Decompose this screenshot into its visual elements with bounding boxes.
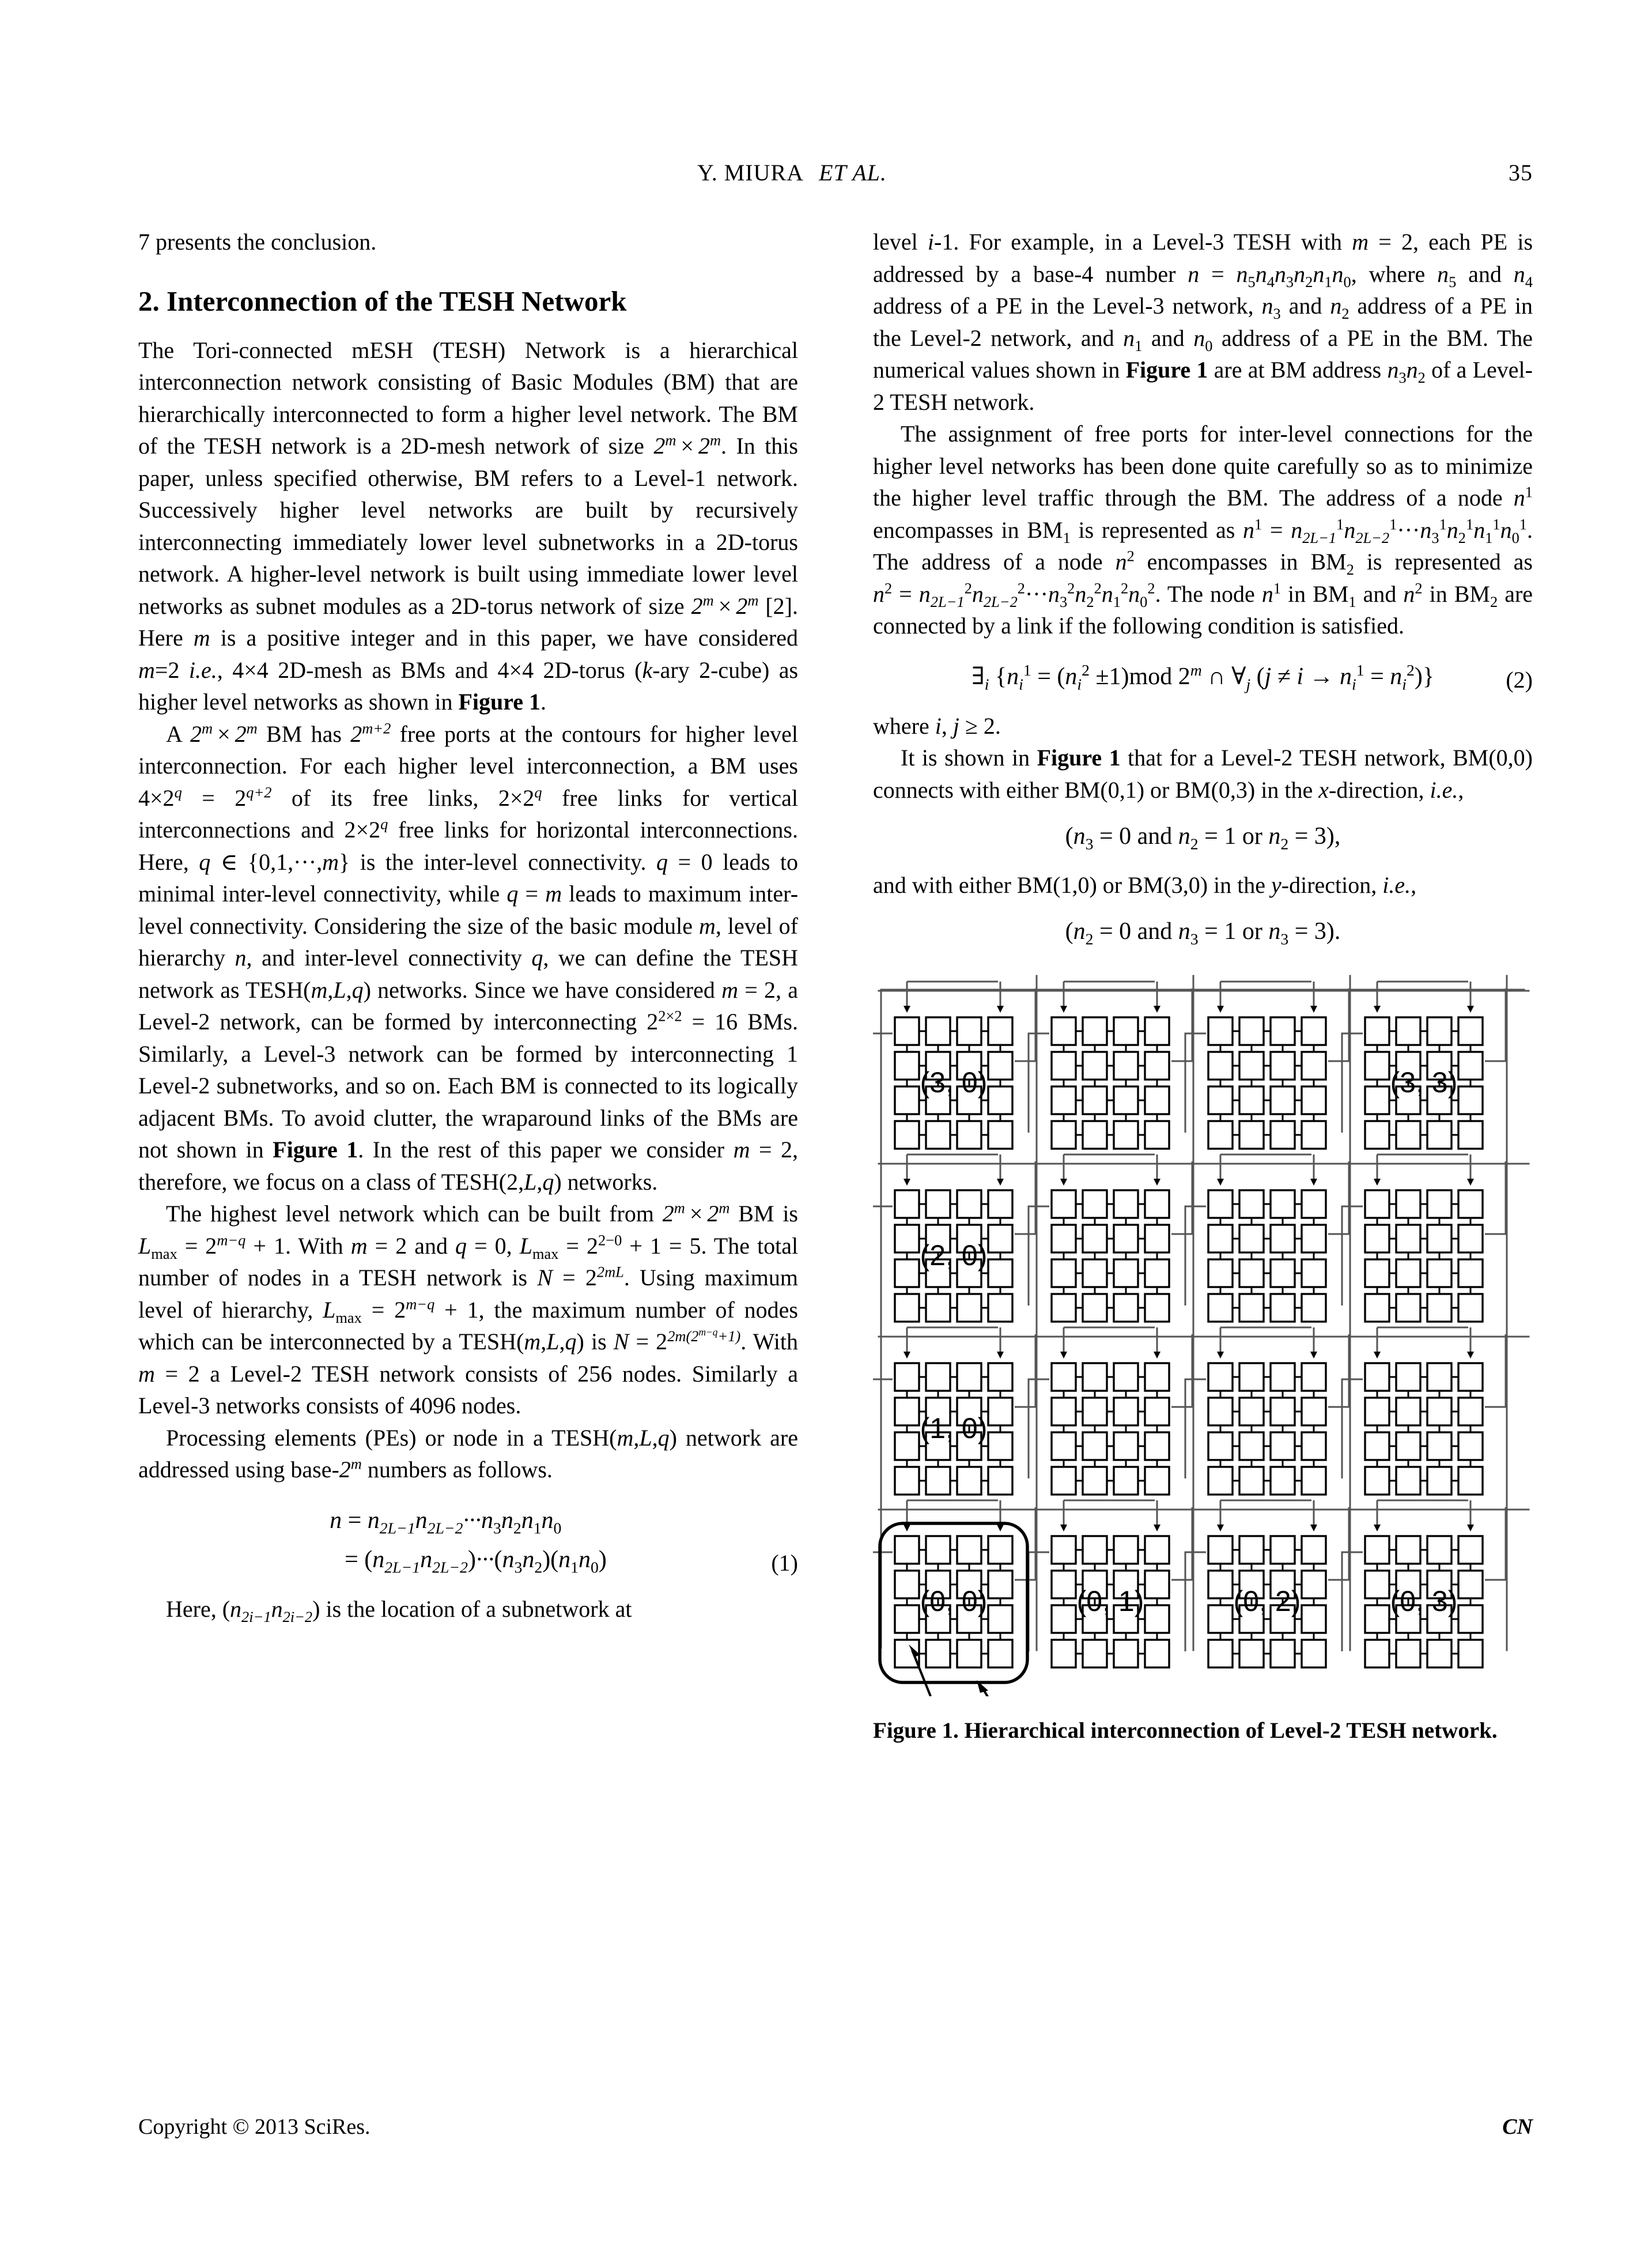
- processing-element: [1271, 1225, 1295, 1252]
- running-head-authors: Y. MIURA ET AL.: [697, 160, 887, 186]
- processing-element: [1145, 1432, 1169, 1460]
- processing-element: [1145, 1605, 1169, 1633]
- processing-element: [1271, 1640, 1295, 1667]
- processing-element: [895, 1259, 919, 1287]
- processing-element: [1145, 1121, 1169, 1149]
- processing-element: [1239, 1121, 1264, 1149]
- paragraph-tesh-definition: The Tori-connected mESH (TESH) Network is a hierarchical interconnection network consisting of Basic Modules (BM) that are hierarchically interconnected to form a higher level network. The BM of the TESH network is a 2D-mesh network of size $2^m \times 2^m$. In this paper, unless specified otherwise, BM refers to a Level-1 network. Successively higher level networks are built by recursively interconnecting immediately lower level subnetworks in a 2D-torus network. A higher-level network is built using immediate lower level networks as subnet modules as a 2D-torus network of size $2^m \times 2^m$ [2]. Here m is a positive integer and in this paper, we have considered m=2 i.e., 4×4 2D-mesh as BMs and 4×4 2D-torus (k-ary 2-cube) as higher level networks as shown in Figure 1.: [138, 337, 799, 715]
- processing-element: [1083, 1432, 1107, 1460]
- processing-element: [1458, 1052, 1483, 1080]
- equation-2-line: $\exists_i$ {$n_i^1 = (n_i^2 \pm 1)mod$ 2$^m$ ∩ $\forall_j$ $(j \ne i \to n_i^1 = n_i^2)$}: [971, 661, 1435, 693]
- processing-element: [1302, 1294, 1326, 1322]
- processing-element: [1302, 1605, 1326, 1633]
- processing-element: [1052, 1605, 1076, 1633]
- equation-x-direction-body: ($n_3 = 0$ and $n_2 = 1$ or $n_2 = 3$),: [1065, 823, 1341, 853]
- processing-element: [1145, 1536, 1169, 1564]
- processing-element: [988, 1640, 1012, 1667]
- processing-element: [895, 1190, 919, 1218]
- processing-element: [1396, 1640, 1420, 1667]
- processing-element: [895, 1017, 919, 1045]
- processing-element: [1365, 1017, 1389, 1045]
- processing-element: [957, 1363, 981, 1391]
- processing-element: [988, 1571, 1012, 1598]
- processing-element: [1271, 1432, 1295, 1460]
- processing-element: [1396, 1294, 1420, 1322]
- processing-element: [1239, 1086, 1264, 1114]
- processing-element: [1208, 1190, 1233, 1218]
- processing-element: [1302, 1571, 1326, 1598]
- equation-2: [873, 657, 1533, 696]
- equation-1-number: (1): [771, 1550, 798, 1576]
- processing-element: [1114, 1259, 1138, 1287]
- processing-element: [1458, 1121, 1483, 1149]
- processing-element: [1302, 1467, 1326, 1495]
- processing-element: [1083, 1536, 1107, 1564]
- bm-address-label: (0, 2): [1233, 1584, 1301, 1617]
- processing-element: [1239, 1190, 1264, 1218]
- processing-element: [1145, 1363, 1169, 1391]
- processing-element: [988, 1052, 1012, 1080]
- processing-element: [1302, 1086, 1326, 1114]
- processing-element: [1208, 1225, 1233, 1252]
- processing-element: [1083, 1086, 1107, 1114]
- processing-element: [1365, 1121, 1389, 1149]
- processing-element: [926, 1363, 950, 1391]
- paragraph-highest-level: The highest level network which can be built from $2^m \times 2^m$ BM is $L_{max} = 2^{m-q} + 1$. With m = 2 and q = 0, $L_{max} = 2^{2-0} + 1 = 5$. The total number of nodes in a TESH network is $N = 2^{2mL}$. Using maximum level of hierarchy, $L_{max} = 2^{m-q} + 1$, the maximum number of nodes which can be interconnected by a TESH(m,L,q) is $N = 2^{2m(2^{m-q}+1)}$. With m = 2 a Level-2 TESH network consists of 256 nodes. Similarly a Level-3 networks consists of 4096 nodes.: [138, 1199, 799, 1418]
- processing-element: [1208, 1398, 1233, 1425]
- processing-element: [1396, 1259, 1420, 1287]
- processing-element: [895, 1571, 919, 1598]
- processing-element: [1365, 1190, 1389, 1218]
- processing-element: [1365, 1536, 1389, 1564]
- processing-element: [988, 1190, 1012, 1218]
- processing-element: [1239, 1467, 1264, 1495]
- paragraph-free-ports: A $2^m \times 2^m$ BM has $2^{m+2}$ free ports at the contours for higher level interconnection. For each higher level interconnection, a BM uses $4\times 2^q = 2^{q+2}$ of its free links, $2\times 2^q$ free links for vertical interconnections and $2\times 2^q$ free links for horizontal interconnections. Here, q ∈ {0,1,···,m} is the inter-level connectivity. q = 0 leads to minimal inter-level connectivity, while q = m leads to maximum inter-level connectivity. Considering the size of the basic module m, level of hierarchy n, and inter-level connectivity q, we can define the TESH network as TESH(m,L,q) networks. Since we have considered m = 2, a Level-2 network, can be formed by interconnecting $2^{2\times 2} = 16$ BMs. Similarly, a Level-3 network can be formed by interconnecting 1 Level-2 subnetworks, and so on. Each BM is connected to its logically adjacent BMs. To avoid clutter, the wraparound links of the BMs are not shown in Figure 1. In the rest of this paper we consider m = 2, therefore, we focus on a class of TESH(2,L,q) networks.: [138, 719, 799, 1195]
- processing-element: [1145, 1259, 1169, 1287]
- processing-element: [1208, 1363, 1233, 1391]
- processing-element: [1458, 1467, 1483, 1495]
- processing-element: [1302, 1640, 1326, 1667]
- running-head-et-al: ET AL.: [819, 160, 887, 186]
- processing-element: [1458, 1259, 1483, 1287]
- figure-reference: Figure 1: [1125, 357, 1208, 383]
- processing-element: [1052, 1225, 1076, 1252]
- processing-element: [1114, 1432, 1138, 1460]
- processing-element: [1302, 1121, 1326, 1149]
- processing-element: [1365, 1259, 1389, 1287]
- processing-element: [1271, 1294, 1295, 1322]
- processing-element: [1458, 1605, 1483, 1633]
- processing-element: [1114, 1017, 1138, 1045]
- paragraph-port-assignment: The assignment of free ports for inter-level connections for the higher level networks has been done quite carefully so as to minimize the higher level traffic through the BM. The address of a node $n^1$ encompasses in $BM_1$ is represented as $n^1 = n_{2L-1}^1n_{2L-2}^1\cdot\cdot\cdot n_3^1n_2^1n_1^1n_0^1$. The address of a node $n^2$ encompasses in $BM_2$ is represented as $n^2 = n_{2L-1}^2n_{2L-2}^2\cdot\cdot\cdot n_3^2n_2^2n_1^2n_0^2$. The node $n^1$ in $BM_1$ and $n^2$ in $BM_2$ are connected by a link if the following condition is satisfied.: [873, 421, 1533, 639]
- processing-element: [1427, 1640, 1451, 1667]
- processing-element: [1208, 1605, 1233, 1633]
- processing-element: [1239, 1017, 1264, 1045]
- processing-element: [1114, 1190, 1138, 1218]
- processing-element: [1208, 1467, 1233, 1495]
- processing-element: [1239, 1432, 1264, 1460]
- processing-element: [988, 1605, 1012, 1633]
- processing-element: [1427, 1363, 1451, 1391]
- processing-element: [1208, 1571, 1233, 1598]
- figure-1: [873, 964, 1533, 1746]
- processing-element: [1114, 1225, 1138, 1252]
- processing-element: [957, 1640, 981, 1667]
- paragraph-where-ij: where i, j ≥ 2.: [873, 712, 1001, 739]
- processing-element: [1396, 1536, 1420, 1564]
- processing-element: [957, 1017, 981, 1045]
- processing-element: [895, 1467, 919, 1495]
- processing-element: [1083, 1398, 1107, 1425]
- processing-element: [1271, 1121, 1295, 1149]
- processing-element: [1396, 1467, 1420, 1495]
- processing-element: [988, 1432, 1012, 1460]
- processing-element: [988, 1017, 1012, 1045]
- processing-element: [1427, 1225, 1451, 1252]
- processing-element: [1239, 1052, 1264, 1080]
- processing-element: [1427, 1259, 1451, 1287]
- processing-element: [1458, 1432, 1483, 1460]
- processing-element: [1271, 1363, 1295, 1391]
- processing-element: [1458, 1294, 1483, 1322]
- paragraph-level-addressing: level i-1. For example, in a Level-3 TESH with m = 2, each PE is addressed by a base-4 number $n = n_5n_4n_3n_2n_1n_0$, where $n_5$ and $n_4$ address of a PE in the Level-3 network, $n_3$ and $n_2$ address of a PE in the Level-2 network, and $n_1$ and $n_0$ address of a PE in the BM. The numerical values shown in Figure 1 are at BM address $n_3n_2$ of a Level-2 TESH network.: [873, 229, 1533, 415]
- processing-element: [1458, 1225, 1483, 1252]
- processing-element: [1365, 1605, 1389, 1633]
- processing-element: [1208, 1259, 1233, 1287]
- processing-element: [1083, 1052, 1107, 1080]
- processing-element: [1458, 1398, 1483, 1425]
- figure-1-canvas: [873, 964, 1533, 1696]
- processing-element: [1396, 1398, 1420, 1425]
- processing-element: [1427, 1398, 1451, 1425]
- processing-element: [1145, 1190, 1169, 1218]
- processing-element: [1208, 1640, 1233, 1667]
- running-head: [138, 159, 1533, 194]
- processing-element: [1052, 1259, 1076, 1287]
- processing-element: [988, 1121, 1012, 1149]
- figure-reference: Figure 1: [458, 689, 541, 715]
- processing-element: [926, 1294, 950, 1322]
- processing-element: [1271, 1536, 1295, 1564]
- processing-element: [1271, 1259, 1295, 1287]
- processing-element: [1052, 1640, 1076, 1667]
- processing-element: [1114, 1052, 1138, 1080]
- equation-x-direction: [873, 821, 1533, 853]
- processing-element: [1271, 1017, 1295, 1045]
- processing-element: [1052, 1571, 1076, 1598]
- processing-element: [1458, 1190, 1483, 1218]
- bm-address-label: (1, 0): [920, 1412, 988, 1444]
- paragraph-pe-addressing: Processing elements (PEs) or node in a TESH(m,L,q) network are addressed using base-2$^m$ numbers as follows.: [138, 1424, 798, 1482]
- processing-element: [1302, 1398, 1326, 1425]
- processing-element: [926, 1467, 950, 1495]
- processing-element: [988, 1467, 1012, 1495]
- processing-element: [1208, 1536, 1233, 1564]
- processing-element: [1458, 1640, 1483, 1667]
- processing-element: [1208, 1017, 1233, 1045]
- processing-element: [1302, 1259, 1326, 1287]
- processing-element: [1302, 1052, 1326, 1080]
- processing-element: [1365, 1467, 1389, 1495]
- processing-element: [1052, 1190, 1076, 1218]
- processing-element: [1239, 1398, 1264, 1425]
- bm-address-label: (3, 0): [920, 1066, 988, 1099]
- processing-element: [957, 1467, 981, 1495]
- processing-element: [1083, 1121, 1107, 1149]
- processing-element: [1239, 1294, 1264, 1322]
- processing-element: [1145, 1398, 1169, 1425]
- processing-element: [957, 1536, 981, 1564]
- processing-element: [1458, 1536, 1483, 1564]
- processing-element: [1145, 1640, 1169, 1667]
- equation-2-body: [971, 657, 1434, 696]
- equation-2-number: (2): [1506, 667, 1533, 693]
- processing-element: [1239, 1225, 1264, 1252]
- processing-element: [1114, 1536, 1138, 1564]
- processing-element: [988, 1259, 1012, 1287]
- processing-element: [1083, 1640, 1107, 1667]
- processing-element: [1052, 1017, 1076, 1045]
- figure-reference: Figure 1: [1037, 745, 1121, 771]
- processing-element: [1083, 1294, 1107, 1322]
- body-columns: [138, 226, 1533, 2082]
- processing-element: [1083, 1225, 1107, 1252]
- basic-module: [1365, 1190, 1483, 1322]
- processing-element: [1396, 1017, 1420, 1045]
- basic-module: [1052, 1017, 1169, 1149]
- processing-element: [1239, 1259, 1264, 1287]
- processing-element: [1271, 1086, 1295, 1114]
- processing-element: [988, 1536, 1012, 1564]
- processing-element: [1239, 1363, 1264, 1391]
- processing-element: [1052, 1432, 1076, 1460]
- processing-element: [895, 1052, 919, 1080]
- paragraph-y-direction: and with either BM(1,0) or BM(3,0) in the y-direction, i.e.,: [873, 871, 1417, 898]
- equation-y-direction: [873, 916, 1533, 948]
- basic-module: [1208, 1363, 1326, 1495]
- processing-element: [895, 1086, 919, 1114]
- processing-element: [1145, 1225, 1169, 1252]
- processing-element: [1239, 1640, 1264, 1667]
- processing-element: [895, 1121, 919, 1149]
- processing-element: [1271, 1190, 1295, 1218]
- processing-element: [1365, 1052, 1389, 1080]
- processing-element: [1302, 1432, 1326, 1460]
- processing-element: [1052, 1086, 1076, 1114]
- processing-element: [1427, 1121, 1451, 1149]
- processing-element: [895, 1363, 919, 1391]
- processing-element: [1114, 1640, 1138, 1667]
- processing-element: [1145, 1086, 1169, 1114]
- tesh-network-diagram: [873, 964, 1533, 1696]
- processing-element: [1052, 1467, 1076, 1495]
- processing-element: [1365, 1225, 1389, 1252]
- processing-element: [1396, 1121, 1420, 1149]
- processing-element: [926, 1017, 950, 1045]
- bm-address-label: (0, 1): [1076, 1584, 1144, 1617]
- processing-element: [1114, 1294, 1138, 1322]
- page-footer: [138, 2114, 1533, 2149]
- left-column: [138, 226, 798, 1625]
- processing-element: [1239, 1536, 1264, 1564]
- paragraph-figure-explanation: It is shown in Figure 1 that for a Level-2 TESH network, BM(0,0) connects with either BM(0,1) or BM(0,3) in the x-direction, i.e.,: [873, 745, 1533, 803]
- processing-element: [1083, 1467, 1107, 1495]
- processing-element: [1083, 1017, 1107, 1045]
- paragraph-subnetwork-location: Here, $(n_{2i-1}n_{2i-2})$ is the location of a subnetwork at: [166, 1595, 632, 1625]
- processing-element: [1145, 1467, 1169, 1495]
- processing-element: [1145, 1017, 1169, 1045]
- processing-element: [957, 1121, 981, 1149]
- processing-element: [1083, 1190, 1107, 1218]
- processing-element: [1458, 1086, 1483, 1114]
- processing-element: [1271, 1052, 1295, 1080]
- processing-element: [988, 1086, 1012, 1114]
- processing-element: [1208, 1121, 1233, 1149]
- processing-element: [1114, 1467, 1138, 1495]
- processing-element: [1458, 1571, 1483, 1598]
- processing-element: [1114, 1398, 1138, 1425]
- processing-element: [1302, 1363, 1326, 1391]
- processing-element: [1302, 1190, 1326, 1218]
- processing-element: [926, 1190, 950, 1218]
- processing-element: [1396, 1225, 1420, 1252]
- equation-y-direction-body: ($n_2 = 0$ and $n_3 = 1$ or $n_3 = 3$).: [1065, 918, 1341, 948]
- processing-element: [1365, 1398, 1389, 1425]
- bm-address-label: (0, 0): [920, 1584, 988, 1617]
- processing-element: [1365, 1363, 1389, 1391]
- processing-element: [1145, 1052, 1169, 1080]
- processing-element: [895, 1536, 919, 1564]
- processing-element: [1145, 1571, 1169, 1598]
- processing-element: [1427, 1190, 1451, 1218]
- bm-address-label: (2, 0): [920, 1239, 988, 1271]
- processing-element: [1365, 1432, 1389, 1460]
- processing-element: [988, 1363, 1012, 1391]
- processing-element: [988, 1225, 1012, 1252]
- bm-address-label: (0, 3): [1390, 1584, 1458, 1617]
- copyright-notice: Copyright © 2013 SciRes.: [138, 2115, 371, 2139]
- processing-element: [1052, 1052, 1076, 1080]
- processing-element: [1114, 1363, 1138, 1391]
- page-number: 35: [1509, 160, 1533, 186]
- processing-element: [1365, 1086, 1389, 1114]
- bm-address-label: (3, 3): [1390, 1066, 1458, 1099]
- processing-element: [1427, 1536, 1451, 1564]
- processing-element: [1208, 1294, 1233, 1322]
- processing-element: [1302, 1017, 1326, 1045]
- processing-element: [1145, 1294, 1169, 1322]
- processing-element: [1083, 1259, 1107, 1287]
- section-heading: 2. Interconnection of the TESH Network: [138, 285, 627, 317]
- right-column: [873, 226, 1533, 1746]
- processing-element: [1114, 1121, 1138, 1149]
- basic-module: [1052, 1190, 1169, 1322]
- processing-element: [895, 1294, 919, 1322]
- processing-element: [1365, 1294, 1389, 1322]
- processing-element: [1427, 1467, 1451, 1495]
- processing-element: [926, 1536, 950, 1564]
- processing-element: [1365, 1640, 1389, 1667]
- equation-1-line-1: $n = n_{2L-1}n_{2L-2}\cdot\cdot\cdot n_3n_2n_1n_0$: [330, 1507, 562, 1537]
- processing-element: [957, 1190, 981, 1218]
- processing-element: [1427, 1432, 1451, 1460]
- processing-element: [1302, 1225, 1326, 1252]
- processing-element: [1052, 1363, 1076, 1391]
- processing-element: [1052, 1294, 1076, 1322]
- processing-element: [988, 1398, 1012, 1425]
- processing-element: [1208, 1432, 1233, 1460]
- processing-element: [1396, 1432, 1420, 1460]
- processing-element: [1052, 1536, 1076, 1564]
- processing-element: [895, 1225, 919, 1252]
- processing-element: [1271, 1467, 1295, 1495]
- processing-element: [957, 1294, 981, 1322]
- processing-element: [926, 1121, 950, 1149]
- basic-module: [1052, 1363, 1169, 1495]
- processing-element: [1052, 1121, 1076, 1149]
- processing-element: [1083, 1363, 1107, 1391]
- processing-element: [895, 1605, 919, 1633]
- processing-element: [895, 1432, 919, 1460]
- processing-element: [895, 1398, 919, 1425]
- basic-module: [1365, 1363, 1483, 1495]
- processing-element: [1458, 1017, 1483, 1045]
- processing-element: [988, 1294, 1012, 1322]
- processing-element: [1114, 1086, 1138, 1114]
- processing-element: [1427, 1017, 1451, 1045]
- processing-element: [1208, 1052, 1233, 1080]
- processing-element: [1302, 1536, 1326, 1564]
- processing-element: [1271, 1398, 1295, 1425]
- processing-element: [926, 1640, 950, 1667]
- equation-1-body: [330, 1501, 607, 1579]
- processing-element: [1208, 1086, 1233, 1114]
- basic-module: [1208, 1190, 1326, 1322]
- basic-module: [1208, 1017, 1326, 1149]
- equation-1-line-2: = $(n_{2L-1}n_{2L-2})\cdot\cdot\cdot(n_3n_2)(n_1n_0)$: [345, 1546, 607, 1576]
- processing-element: [1365, 1571, 1389, 1598]
- basic-modules: [880, 1017, 1483, 1682]
- processing-element: [1427, 1294, 1451, 1322]
- journal-code: CN: [1502, 2115, 1533, 2139]
- processing-element: [1052, 1398, 1076, 1425]
- figure-1-caption: Figure 1. Hierarchical interconnection of Level-2 TESH network.: [873, 1718, 1498, 1743]
- processing-element: [1396, 1363, 1420, 1391]
- processing-element: [1396, 1190, 1420, 1218]
- figure-reference: Figure 1: [273, 1137, 358, 1163]
- processing-element: [1458, 1363, 1483, 1391]
- equation-1: [138, 1501, 798, 1579]
- carryover-paragraph: 7 presents the conclusion.: [138, 229, 377, 255]
